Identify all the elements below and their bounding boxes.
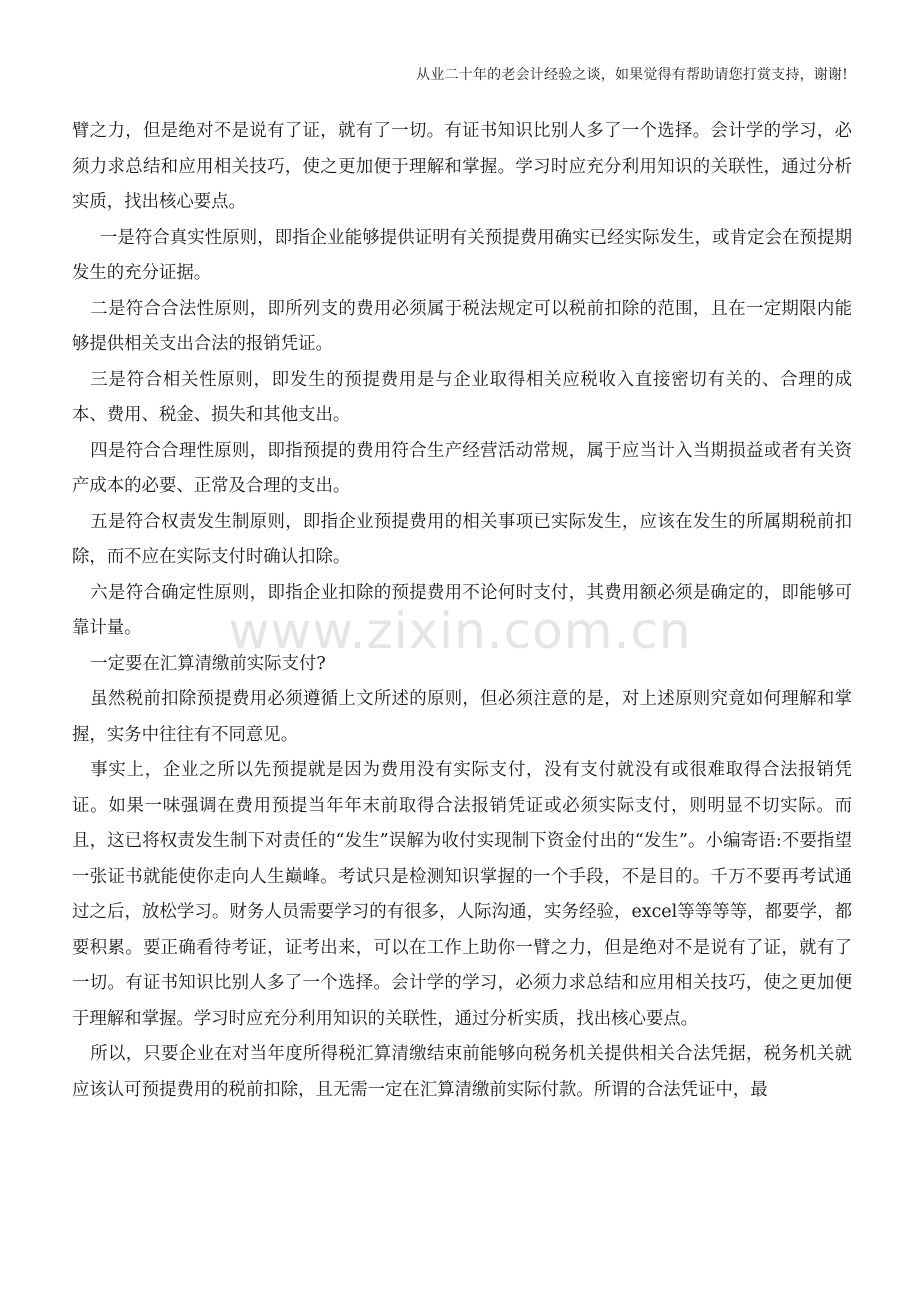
- paragraph-principle-2: 二是符合合法性原则，即所列支的费用必须属于税法规定可以税前扣除的范围，且在一定期限内能够提供相关支出合法的报销凭证。: [72, 298, 852, 354]
- section-question: 一定要在汇算清缴前实际支付?: [90, 653, 326, 674]
- paragraph-principle-6: 六是符合确定性原则，即指企业扣除的预提费用不论何时支付，其费用额必须是确定的，即能够可靠计量。: [72, 582, 852, 638]
- watermark: www.zixin.com.cn: [228, 602, 692, 660]
- document-body: [72, 114, 852, 1108]
- paragraph-facts: 事实上，企业之所以先预提就是因为费用没有实际支付，没有支付就没有或很难取得合法报销凭证。如果一味强调在费用预提当年年末前取得合法报销凭证或必须实际支付，则明显不切实际。而且，这已将权责发生制下对责任的“发生”误解为收付实现制下资金付出的“发生”。小编寄语:不要指望一张证书就能使你走向人生巅峰。考试只是检测知识掌握的一个手段，不是目的。千万不要再考试通过之后，放松学习。财务人员需要学习的有很多，人际沟通，实务经验，excel等等等等，都要学，都要积累。要正确看待考证，证考出来，可以在工作上助你一臂之力，但是绝对不是说有了证，就有了一切。有证书知识比别人多了一个选择。会计学的学习，必须力求总结和应用相关技巧，使之更加便于理解和掌握。学习时应充分利用知识的关联性，通过分析实质，找出核心要点。: [72, 760, 852, 1029]
- paragraph-continuation: 臂之力，但是绝对不是说有了证，就有了一切。有证书知识比别人多了一个选择。会计学的学习，必须力求总结和应用相关技巧，使之更加便于理解和掌握。学习时应充分利用知识的关联性，通过分析实质，找出核心要点。: [72, 121, 852, 212]
- header-note: 从业二十年的老会计经验之谈，如果觉得有帮助请您打赏支持，谢谢!: [416, 67, 848, 83]
- paragraph-principle-5: 五是符合权责发生制原则，即指企业预提费用的相关事项已实际发生，应该在发生的所属期税前扣除，而不应在实际支付时确认扣除。: [72, 511, 852, 567]
- paragraph-principle-4: 四是符合合理性原则，即指预提的费用符合生产经营活动常规，属于应当计入当期损益或者有关资产成本的必要、正常及合理的支出。: [72, 440, 852, 496]
- paragraph-opinions: 虽然税前扣除预提费用必须遵循上文所述的原则，但必须注意的是，对上述原则究竟如何理解和掌握，实务中往往有不同意见。: [72, 689, 852, 745]
- paragraph-principle-1: 一是符合真实性原则，即指企业能够提供证明有关预提费用确实已经实际发生，或肯定会在预提期发生的充分证据。: [72, 227, 852, 283]
- paragraph-principle-3: 三是符合相关性原则，即发生的预提费用是与企业取得相关应税收入直接密切有关的、合理的成本、费用、税金、损失和其他支出。: [72, 369, 852, 425]
- paragraph-conclusion: 所以，只要企业在对当年度所得税汇算清缴结束前能够向税务机关提供相关合法凭据，税务机关就应该认可预提费用的税前扣除，且无需一定在汇算清缴前实际付款。所谓的合法凭证中，最: [72, 1044, 852, 1100]
